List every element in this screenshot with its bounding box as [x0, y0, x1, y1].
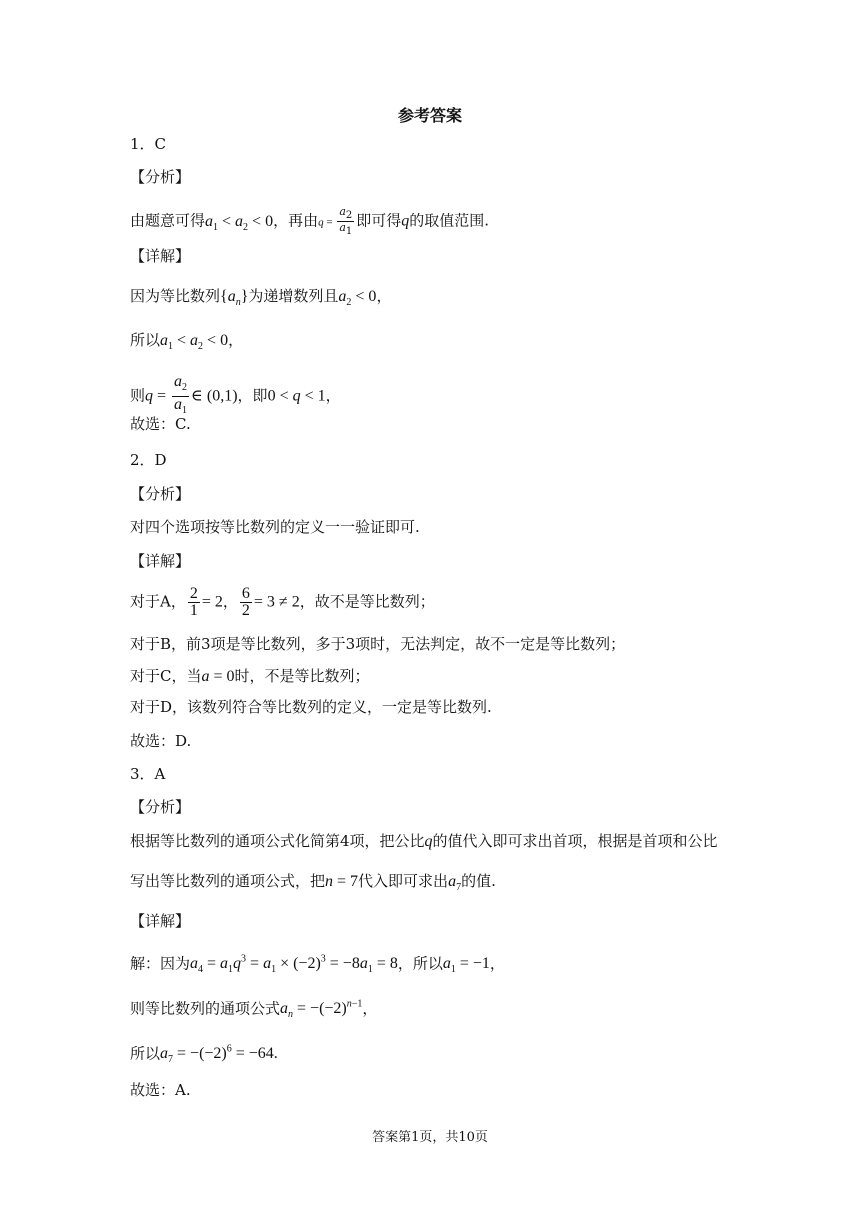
- page-footer: 答案第1页，共10页: [372, 1130, 488, 1145]
- q1-detail-line2: 所以$a_1 < a_2 < 0$，: [130, 331, 244, 353]
- q2-option-c: 对于C，当a = 0时，不是等比数列；: [130, 667, 370, 685]
- q1-detail-line3: 则q = $\frac{a_2}{a_1}$ ∈ (0,1)，即0 < q < 1，: [130, 373, 341, 417]
- page-title: 参考答案: [397, 106, 462, 125]
- q2-option-a: 对于A， $\frac{2}{1}$ = 2， $\frac{6}{2}$ = 3 ≠ 2，故不是等比数列；: [130, 585, 435, 619]
- q2-detail-label: 【详解】: [130, 552, 191, 570]
- q3-detail-line2: 则等比数列的通项公式$a_n = -(-2)^{n-1}$，: [130, 999, 378, 1021]
- q2-conclusion: 故选：D.: [130, 732, 192, 750]
- q2-analysis-text: 对四个选项按等比数列的定义一一验证即可.: [130, 518, 420, 536]
- q3-detail-label: 【详解】: [130, 912, 191, 930]
- q1-analysis-text: 由题意可得$a_1 < a_2 < 0$，再由q = $\frac{a_2}{a_1}$ 即可得q的取值范围.: [130, 205, 490, 238]
- q1-conclusion: 故选：C.: [130, 415, 191, 433]
- q3-conclusion: 故选：A.: [130, 1081, 191, 1099]
- q2-analysis-label: 【分析】: [130, 485, 191, 503]
- q1-detail-label: 【详解】: [130, 247, 191, 265]
- q3-analysis-line1: 根据等比数列的通项公式化简第4项，把公比q的值代入即可求出首项，根据是首项和公比: [130, 832, 718, 850]
- q1-header: 1．C: [130, 135, 167, 153]
- q3-analysis-label: 【分析】: [130, 798, 191, 816]
- q2-option-b: 对于B，前3项是等比数列，多于3项时，无法判定，故不一定是等比数列；: [130, 635, 626, 653]
- q2-option-d: 对于D，该数列符合等比数列的定义，一定是等比数列.: [130, 698, 492, 716]
- q3-detail-line1: 解：因为$a_4 = a_1q^3 = a_1 \times (-2)^3 = -8a_1 = 8$，所以$a_1 = -1$，: [130, 954, 505, 976]
- q3-analysis-line2: 写出等比数列的通项公式，把n = 7代入即可求出$a_7$的值.: [130, 872, 496, 894]
- q2-header: 2．D: [130, 451, 167, 469]
- q1-analysis-label: 【分析】: [130, 168, 191, 186]
- q3-header: 3．A: [130, 765, 166, 783]
- q3-detail-line3: 所以$a_7 = -(-2)^6 = -64$.: [130, 1044, 278, 1066]
- q1-detail-line1: 因为等比数列$\{a_n\}$为递增数列且$a_2 < 0$，: [130, 287, 392, 309]
